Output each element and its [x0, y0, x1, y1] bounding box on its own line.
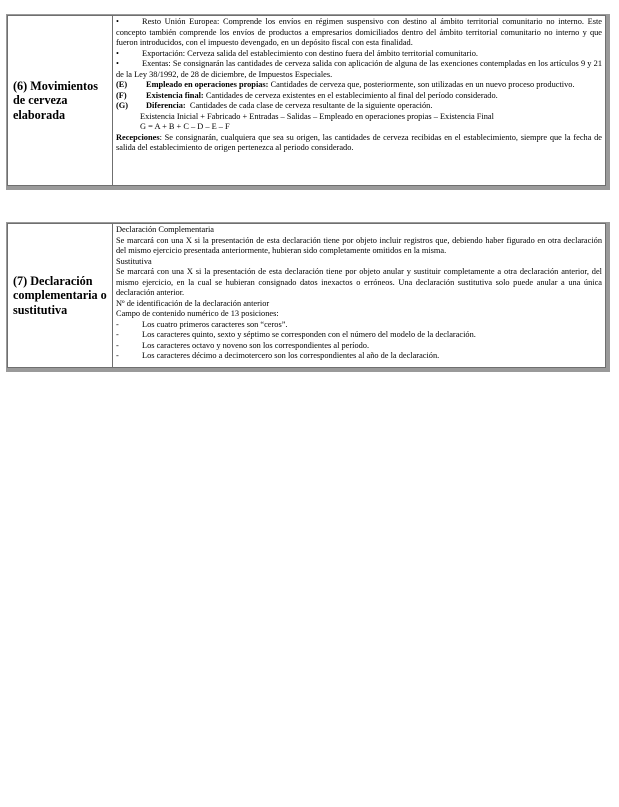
list-item: - Los caracteres décimo a decimotercero son los correspondientes al año de la declaración. [116, 351, 440, 360]
formula-line-2: G = A + B + C – D – E – F [140, 122, 230, 131]
section-7-label-cell [8, 224, 113, 368]
section-7-label: (7) Declaración complementaria o sustitutiva [13, 273, 107, 317]
list-item: - Los caracteres quinto, sexto y séptimo se corresponden con el número del modelo de la declaración. [116, 330, 476, 339]
bullet-resto-ue: • Resto Unión Europea: Comprende los envíos en régimen suspensivo con destino al ámbito territorial comunitario no interno. Este concepto también comprende los envíos de productos a empresarios domiciliados dentro del ámbito territorial comunitario no interno y que fueron introducidos, con el impuesto devengado, en un depósito fiscal con esta finalidad. [116, 17, 602, 47]
section-6-table [7, 15, 606, 186]
item-g: (G) Diferencia: Cantidades de cada clase de cerveza resultante de la siguiente operación. [116, 101, 433, 110]
complementaria-text: Se marcará con una X si la presentación de esta declaración tiene por objeto incluir registros que, debiendo haber figurado en otra declaración del mismo ejercicio presentada anteriormente, hubieran sido completamente omitidos en la misma. [116, 235, 602, 255]
section-6-content-cell [113, 16, 606, 186]
section-6-label-cell [8, 16, 113, 186]
item-e: (E) Empleado en operaciones propias: Cantidades de cerveza que, posteriormente, son utilizadas en un nuevo proceso productivo. [116, 80, 575, 89]
section-7-content-cell [113, 224, 606, 368]
sustitutiva-heading: Sustitutiva [116, 256, 152, 266]
formula-line-1: Existencia Inicial + Fabricado + Entradas – Salidas – Empleado en operaciones propias – Existencia Final [140, 111, 494, 121]
list-item: - Los caracteres octavo y noveno son los correspondientes al período. [116, 340, 370, 350]
sustitutiva-text: Se marcará con una X si la presentación de esta declaración tiene por objeto anular y sustituir completamente a otra declaración anterior, del mismo ejercicio, en la cual se hubieran consignado datos inexactos o erróneos. Una declaración sustitutiva solo puede anular a una única declaración anterior. [116, 267, 602, 297]
id-declaracion-text: Campo de contenido numérico de 13 posiciones: [116, 309, 279, 318]
section-7-box [6, 222, 610, 372]
id-declaracion-heading: Nº de identificación de la declaración anterior [116, 298, 270, 308]
list-item: - Los cuatro primeros caracteres son “ceros”. [116, 319, 288, 329]
complementaria-heading: Declaración Complementaria [116, 225, 214, 234]
section-6-label: (6) Movimientos de cerveza elaborada [13, 78, 98, 122]
recepciones: Recepciones: Se consignarán, cualquiera que sea su origen, las cantidades de cerveza recibidas en el establecimiento, siempre que la fecha de salida del establecimiento de origen pertenezca al periodo considerado. [116, 132, 602, 152]
section-6-box [6, 14, 610, 190]
bullet-exentas: • Exentas: Se consignarán las cantidades de cerveza salida con aplicación de alguna de las exenciones contempladas en los artículos 9 y 21 de la Ley 38/1992, de 28 de diciembre, de Impuestos Especiales. [116, 59, 602, 79]
section-7-table [7, 223, 606, 368]
item-f: (F) Existencia final: Cantidades de cerveza existentes en el establecimiento al final del período considerado. [116, 90, 498, 100]
bullet-exportacion: • Exportación: Cerveza salida del establecimiento con destino fuera del ámbito territorial comunitario. [116, 48, 478, 58]
